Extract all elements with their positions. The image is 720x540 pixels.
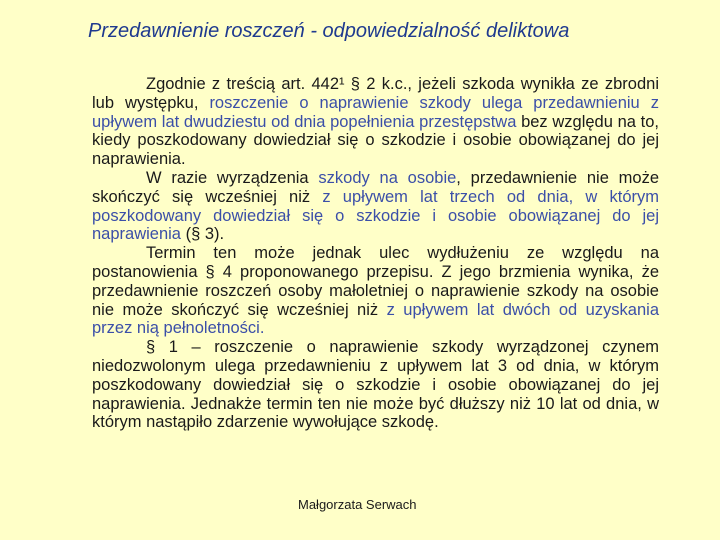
highlighted-text: z upływem lat trzech od dnia, w którym poszkodowany dowiedział się o szkodzie i osobie obowiązanej do jej naprawienia (92, 187, 659, 244)
paragraph-1 (92, 75, 659, 169)
paragraph-text: W razie wyrządzenia (146, 168, 319, 187)
paragraph-text: , przedawnienie nie może skończyć się wcześniej niż (92, 168, 659, 206)
slide-title: Przedawnienie roszczeń - odpowiedzialność deliktowa (88, 20, 570, 42)
paragraph-4 (92, 338, 659, 432)
author-name: Małgorzata Serwach (298, 497, 417, 512)
paragraph-text: Termin ten może jednak ulec wydłużeniu ze względu na postanowienia § 4 proponowanego przepisu. Z jego brzmienia wynika, że przedawnienie roszczeń osoby małoletniej o naprawienie szkody na osobie nie może skończyć się wcześniej niż (92, 244, 659, 319)
paragraph-3 (92, 244, 659, 338)
paragraph-text: § 1 – roszczenie o naprawienie szkody wyrządzonej czynem niedozwolonym ulega przedawnieniu z upływem lat 3 od dnia, w którym poszkodowany dowiedział się o szkodzie i osobie obowiązanej do jej naprawienia. Jednakże termin ten nie może być dłuższy niż 10 lat od dnia, w którym nastąpiło zdarzenie wywołujące szkodę. (92, 338, 659, 432)
highlighted-text: z upływem lat dwóch od uzyskania przez nią pełnoletności. (92, 300, 660, 338)
highlighted-text: szkody na osobie (318, 168, 457, 187)
paragraph-text: (§ 3). (180, 225, 225, 244)
highlighted-text: roszczenie o naprawienie szkody ulega przedawnieniu z upływem lat dwudziestu od dnia popełnienia przestępstwa (92, 93, 659, 131)
paragraph-2 (92, 169, 659, 244)
paragraph-text: bez względu na to, kiedy poszkodowany dowiedział się o szkodzie i osobie obowiązanej do jej naprawienia. (92, 112, 659, 169)
slide-body (92, 75, 659, 432)
paragraph-text: Zgodnie z treścią art. 442¹ § 2 k.c., jeżeli szkoda wynikła ze zbrodni lub występku, (92, 75, 659, 112)
